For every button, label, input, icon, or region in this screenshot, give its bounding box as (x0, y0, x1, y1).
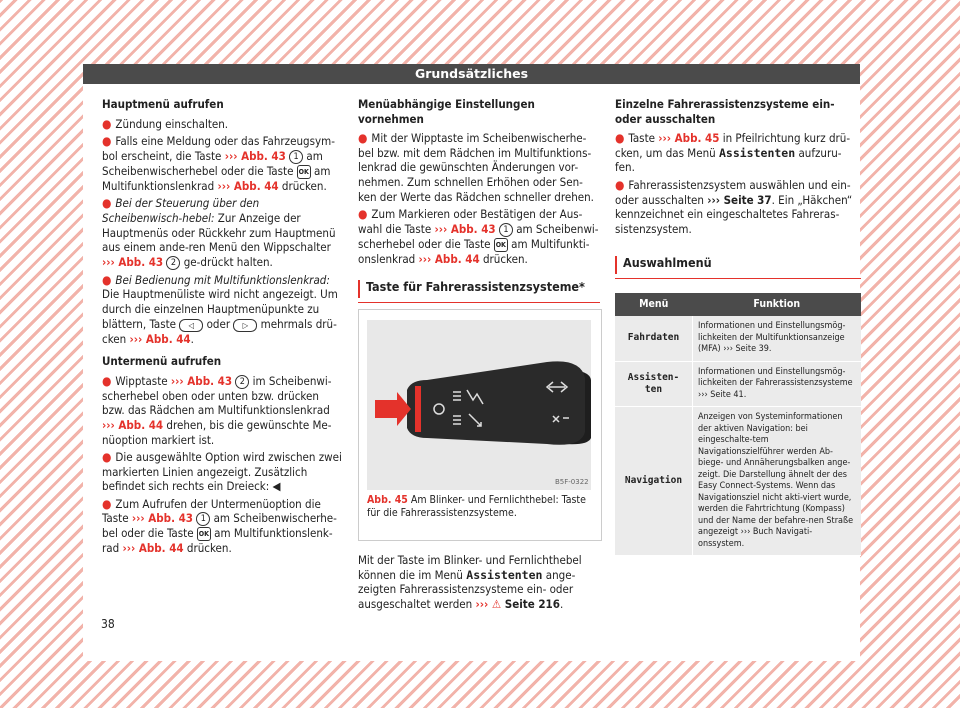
ref-abb-45[interactable]: ››› Abb. 45 (658, 131, 720, 146)
ref-abb-43[interactable]: ››› Abb. 43 (170, 373, 233, 388)
heading-untermenu: Untermenü aufrufen (102, 354, 222, 369)
bullet-markieren: ● Zum Markieren oder Bestätigen der Aus-wahl die Taste ››› Abb. 43 1 am Scheibenwi-scherhebel oder die Taste OK am Multifunkti-onslenkrad ››› Abb. 44 drücken. (358, 207, 599, 266)
heading-einstellungen: Menüabhängige Einstellungen vornehmen (358, 97, 535, 126)
number-2-icon: 2 (235, 375, 249, 389)
column-2 (358, 97, 600, 614)
ref-abb-44[interactable]: ››› Abb. 44 (102, 417, 164, 432)
header-funktion: Funktion (693, 293, 862, 317)
column-1 (102, 97, 342, 559)
bullet-auswaehlen: ● Fahrerassistenzsystem auswählen und ein- oder ausschalten ››› Seite 37. Ein „Häkchen“ kennzeichnet ein eingeschaltetes Fahreras-sistenzsystem. (615, 177, 853, 236)
table-row: Navigation Anzeigen von Systeminformationen der aktiven Navigation: bei eingeschalte-tem Navigationszielführer werden Ab-biege- und Annäherungsbalken ange-zeigt. Die Darstellung ähnelt der des Easy Connect-Systems. Wenn das Navigationsziel nicht akti-viert wurde, werden die Fahrtrichtung (Kompass) und der Name der befahre-nen Straße angezeigt ››› Buch Navigati-onssystem. (615, 407, 861, 556)
bullet-option: ● Die ausgewählte Option wird zwischen zwei markierten Linien angezeigt. Zusätzlich befindet sich rechts ein Dreieck: ◀ (102, 450, 342, 494)
bullet-taste-pfeil: ● Taste ››› Abb. 45 in Pfeilrichtung kurz drü-cken, um das Menü Assistenten aufzuru-fen. (615, 131, 851, 175)
ok-button-icon: OK (197, 527, 211, 541)
page-header: Grundsätzliches (83, 64, 860, 84)
figure-abb-45 (358, 309, 602, 541)
ref-abb-44[interactable]: ››› Abb. 44 (122, 541, 184, 556)
table-row: Fahrdaten Informationen und Einstellungsmög-lichkeiten der Multifunktionsanzeige (MFA) ››› Seite 39. (615, 316, 861, 361)
section-auswahlmenu: Auswahlmenü (615, 256, 861, 279)
ref-abb-43[interactable]: ››› Abb. 43 (224, 148, 286, 163)
figure-caption: Abb. 45 Am Blinker- und Fernlichthebel: Taste für die Fahrerassistenzsysteme. (367, 493, 586, 519)
number-1-icon: 1 (289, 150, 303, 164)
ref-abb-44[interactable]: ››› Abb. 44 (418, 251, 480, 266)
number-1-icon: 1 (196, 512, 210, 526)
bullet-wipptaste-aenderungen: ● Mit der Wipptaste im Scheibenwischerhe-bel bzw. mit dem Rädchen im Multifunktions-lenkrad die gewünschten Änderungen vor-nehmen. Zum schnellen Erhöhen oder Sen-ken der Werte das Rädchen schneller drehen. (358, 131, 594, 204)
ok-button-icon: OK (494, 238, 508, 252)
ref-abb-43[interactable]: ››› Abb. 43 (434, 221, 496, 236)
heading-einzelne: Einzelne Fahrerassistenzsysteme ein- oder ausschalten (615, 97, 835, 126)
number-1-icon: 1 (499, 223, 513, 237)
ok-button-icon: OK (297, 165, 311, 179)
bullet-meldung: ● Falls eine Meldung oder das Fahrzeugsym-bol erscheint, die Taste ››› Abb. 43 1 am Scheibenwischerhebel oder die Taste OK am Multifunktionslenkrad ››› Abb. 44 drücken. (102, 134, 335, 193)
ref-abb-44[interactable]: ››› Abb. 44 (217, 178, 279, 193)
ref-abb-44[interactable]: ››› Abb. 44 (129, 331, 191, 346)
paragraph-taste: Mit der Taste im Blinker- und Fernlichthebel können die im Menü Assistenten ange-zeigten Fahrerassistenzsysteme ein- oder ausgeschaltet werden ››› ⚠ Seite 216. (358, 552, 582, 611)
bullet-scheibenwischhebel: ● Bei der Steuerung über den Scheibenwisch-hebel: Zur Anzeige der Hauptmenüs oder Rückkehr zum Hauptmenü aus einem ande-ren Menü den Wippschalter ››› Abb. 43 2 ge-drückt halten. (102, 196, 336, 269)
page-number: 38 (101, 617, 115, 631)
lever-illustration (367, 320, 591, 490)
ref-abb-43[interactable]: ››› Abb. 43 (102, 254, 164, 269)
section-taste-fahrerassistenz: Taste für Fahrerassistenzsysteme* (358, 280, 600, 303)
auswahlmenu-table (615, 293, 861, 557)
bullet-aufrufen: ● Zum Aufrufen der Untermenüoption die Taste ››› Abb. 43 1 am Scheibenwischerhe-bel oder die Taste OK am Multifunktionslenk-rad ››› Abb. 44 drücken. (102, 496, 337, 556)
bullet-zuendung: ● Zündung einschalten. (102, 116, 229, 131)
bullet-multifunktionslenkrad: ● Bei Bedienung mit Multifunktionslenkrad: Die Hauptmenüliste wird nicht angezeigt. Um durch die einzelnen Hauptmenüpunkte zu blättern, Taste ◁ oder ▷ mehrmals drü-cken ››› Abb. 44. (102, 272, 338, 346)
ref-abb-43[interactable]: ››› Abb. 43 (131, 511, 193, 526)
page (83, 64, 860, 661)
car-warning-icon: ⚠ (491, 596, 502, 611)
column-3 (615, 97, 861, 556)
left-arrow-button-icon: ◁ (179, 319, 203, 332)
right-arrow-button-icon: ▷ (233, 319, 257, 332)
header-menu: Menü (615, 293, 693, 317)
heading-hauptmenu: Hauptmenü aufrufen (102, 97, 224, 111)
bullet-wipptaste: ● Wipptaste ››› Abb. 43 2 im Scheibenwi-scherhebel oben oder unten bzw. drücken bzw. das Rädchen am Multifunktionslenkrad ››› Abb. 44 drehen, bis die gewünschte Me-nüoption markiert ist. (102, 373, 332, 447)
table-row: Assisten-ten Informationen und Einstellungsmög-lichkeiten der Fahrerassistenzsysteme ››› Seite 41. (615, 361, 861, 407)
figure-code: B5F-0322 (555, 477, 589, 486)
number-2-icon: 2 (166, 256, 180, 270)
